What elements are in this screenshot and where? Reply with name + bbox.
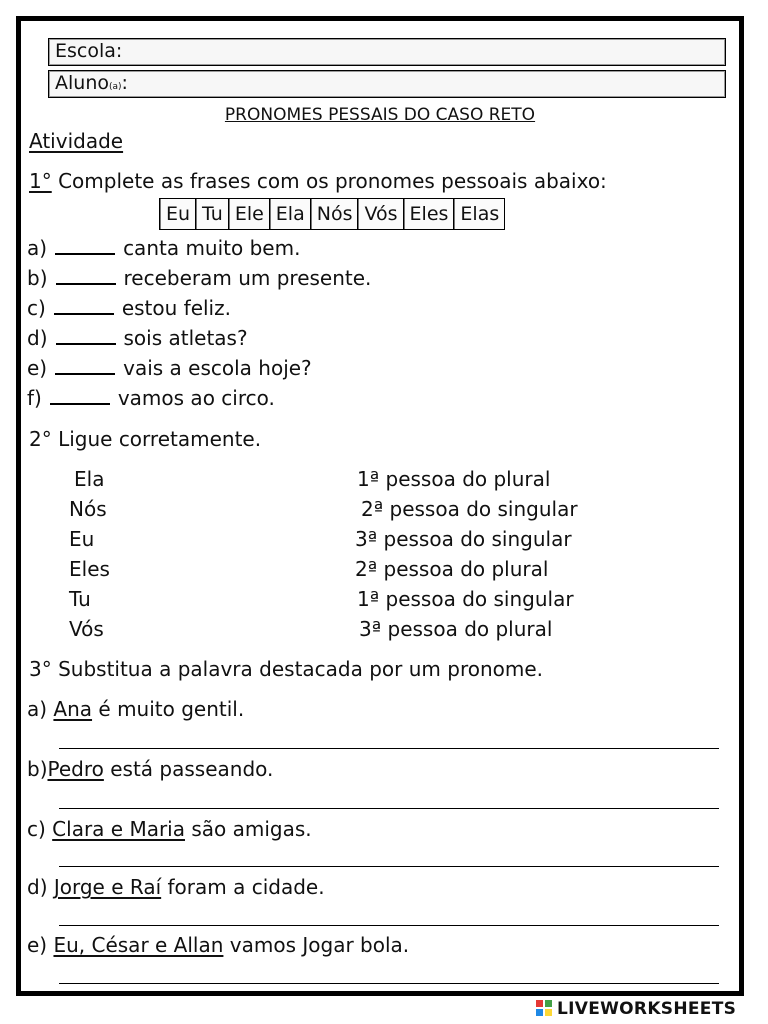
answer-blank[interactable] <box>56 325 116 345</box>
word-bank-item[interactable]: Ela <box>270 199 311 229</box>
q3-item: e) Eu, César e Allan vamos Jogar bola. <box>27 933 410 957</box>
student-label: Aluno(a): <box>55 72 128 94</box>
answer-blank[interactable] <box>55 355 115 375</box>
liveworksheets-brand: LIVEWORKSHEETS <box>557 999 737 1019</box>
q3-item: b)Pedro está passeando. <box>27 757 274 781</box>
q1-item: b) receberam um presente. <box>27 266 372 290</box>
answer-line[interactable] <box>59 866 719 867</box>
highlighted-word: Ana <box>53 697 93 721</box>
highlighted-word: Eu, César e Allan <box>53 933 224 957</box>
q1-item: a) canta muito bem. <box>27 236 301 260</box>
word-bank <box>159 198 505 230</box>
match-right-item[interactable]: 2ª pessoa do singular <box>361 497 578 521</box>
answer-line[interactable] <box>59 925 719 926</box>
worksheet <box>16 16 744 996</box>
school-field[interactable] <box>48 38 726 66</box>
answer-line[interactable] <box>59 808 719 809</box>
match-right-item[interactable]: 1ª pessoa do singular <box>357 587 574 611</box>
match-left-item[interactable]: Tu <box>69 587 91 611</box>
match-left-item[interactable]: Vós <box>69 617 104 641</box>
answer-line[interactable] <box>59 748 719 749</box>
match-right-item[interactable]: 1ª pessoa do plural <box>357 467 551 491</box>
match-left-item[interactable]: Nós <box>69 497 107 521</box>
word-bank-item[interactable]: Eles <box>404 199 455 229</box>
word-bank-item[interactable]: Nós <box>311 199 359 229</box>
q1-prompt: 1° Complete as frases com os pronomes pessoais abaixo: <box>29 169 607 193</box>
answer-blank[interactable] <box>55 235 115 255</box>
highlighted-word: Jorge e Raí <box>53 875 162 899</box>
q3-item: a) Ana é muito gentil. <box>27 697 245 721</box>
word-bank-item[interactable]: Vós <box>358 199 403 229</box>
match-left-item[interactable]: Ela <box>74 467 105 491</box>
word-bank-item[interactable]: Elas <box>454 199 504 229</box>
liveworksheets-logo-icon <box>536 1000 554 1018</box>
answer-blank[interactable] <box>50 385 110 405</box>
answer-blank[interactable] <box>54 295 114 315</box>
answer-blank[interactable] <box>56 265 116 285</box>
q3-item: c) Clara e Maria são amigas. <box>27 817 312 841</box>
q1-item: c) estou feliz. <box>27 296 231 320</box>
activity-label: Atividade <box>29 129 124 153</box>
word-bank-item[interactable]: Ele <box>229 199 270 229</box>
worksheet-title: PRONOMES PESSAIS DO CASO RETO <box>224 105 536 125</box>
q2-prompt: 2° Ligue corretamente. <box>29 427 262 451</box>
q1-item: e) vais a escola hoje? <box>27 356 312 380</box>
q1-item: d) sois atletas? <box>27 326 248 350</box>
highlighted-word: Clara e Maria <box>52 817 185 841</box>
match-left-item[interactable]: Eu <box>69 527 95 551</box>
match-left-item[interactable]: Eles <box>69 557 110 581</box>
match-right-item[interactable]: 3ª pessoa do singular <box>355 527 572 551</box>
q3-prompt: 3° Substitua a palavra destacada por um pronome. <box>29 657 544 681</box>
liveworksheets-watermark[interactable] <box>536 998 736 1020</box>
match-right-item[interactable]: 3ª pessoa do plural <box>359 617 553 641</box>
answer-line[interactable] <box>59 983 719 984</box>
school-label: Escola: <box>55 40 123 62</box>
word-bank-item[interactable]: Tu <box>196 199 229 229</box>
highlighted-word: Pedro <box>47 757 104 781</box>
student-field[interactable] <box>48 70 726 98</box>
match-right-item[interactable]: 2ª pessoa do plural <box>355 557 549 581</box>
q3-item: d) Jorge e Raí foram a cidade. <box>27 875 325 899</box>
word-bank-item[interactable]: Eu <box>160 199 196 229</box>
q1-item: f) vamos ao circo. <box>27 386 275 410</box>
